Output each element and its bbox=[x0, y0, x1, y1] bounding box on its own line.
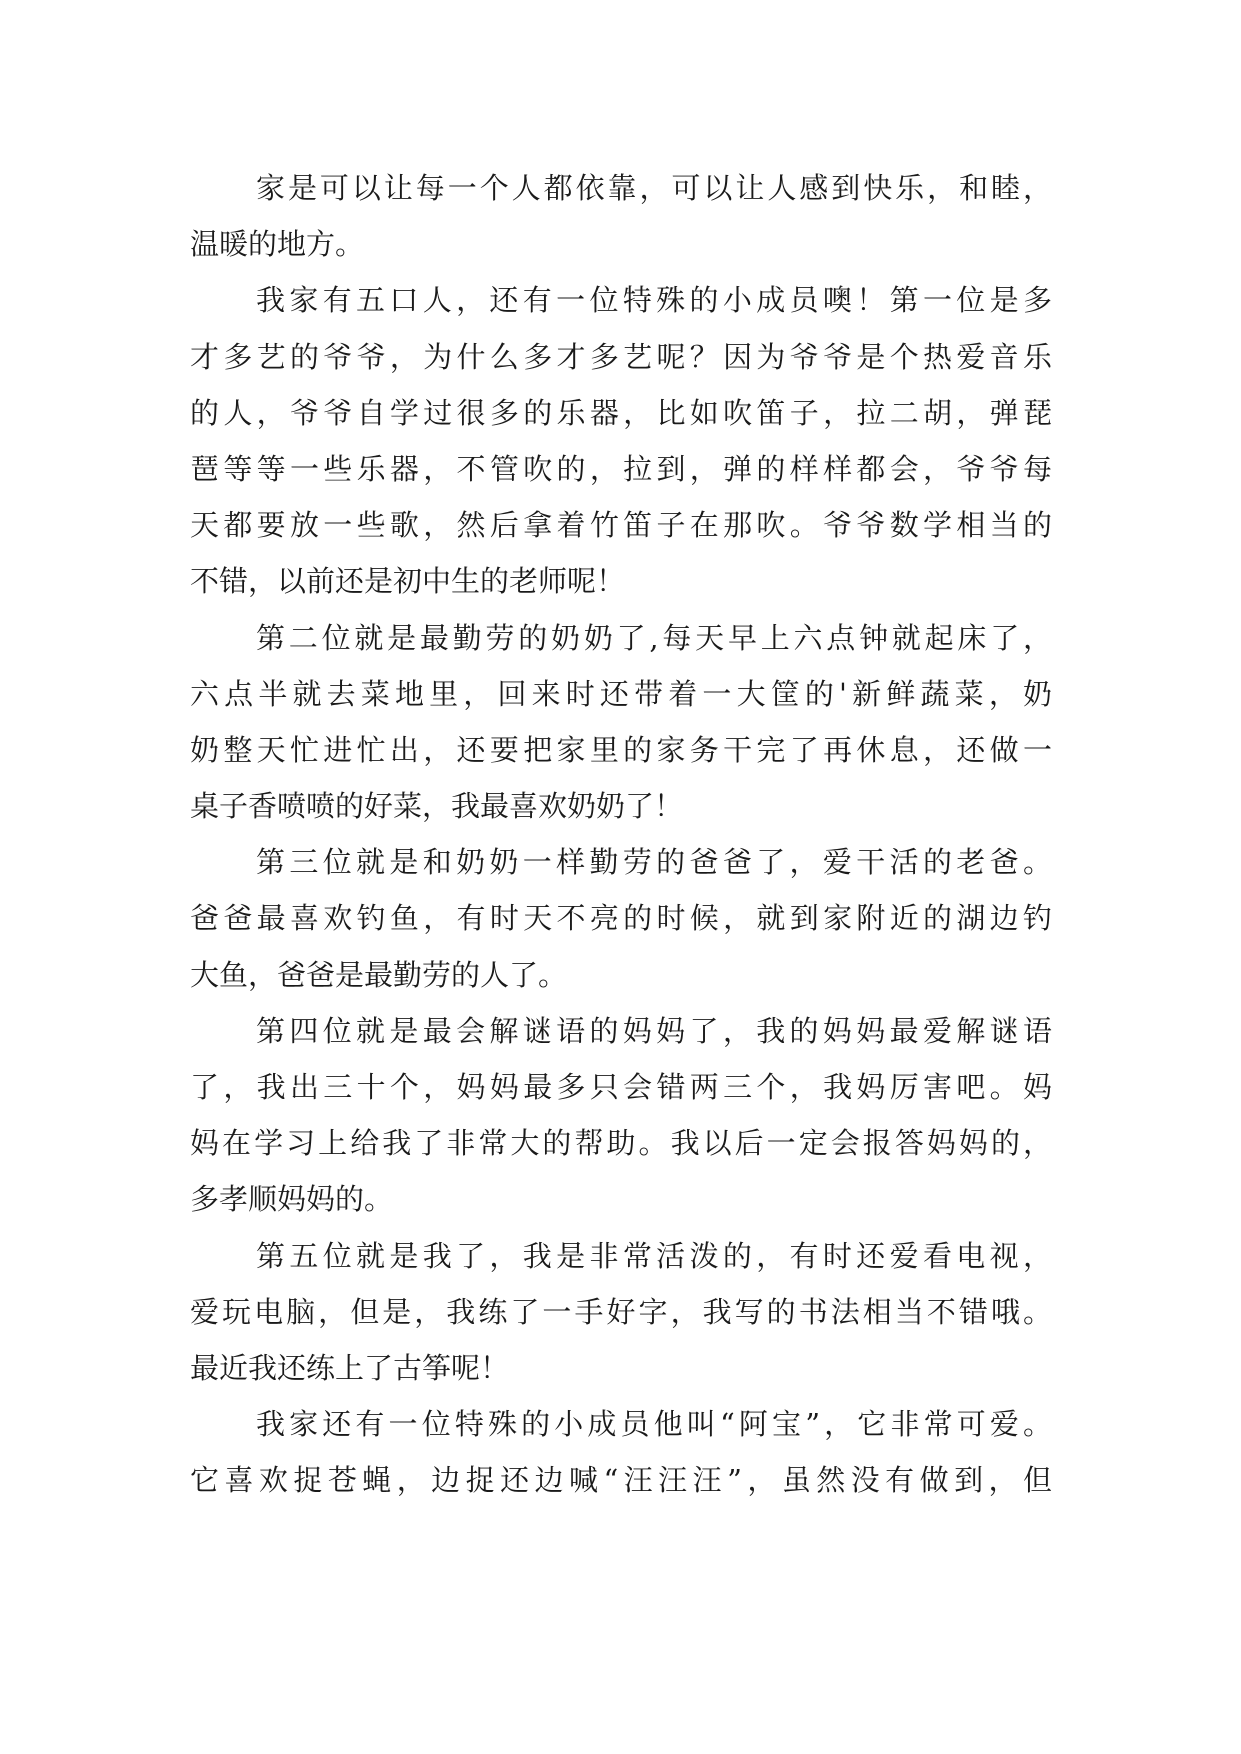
text-line: 我家还有一位特殊的小成员他叫“阿宝”，它非常可爱。 bbox=[256, 1407, 1052, 1442]
text-line: 我家有五口人，还有一位特殊的小成员噢！第一位是多 bbox=[256, 283, 1052, 318]
essay-body bbox=[190, 160, 1052, 1509]
text-line: 第四位就是最会解谜语的妈妈了，我的妈妈最爱解谜语 bbox=[256, 1013, 1052, 1048]
text-line: 了，我出三十个，妈妈最多只会错两三个，我妈厉害吧。妈 bbox=[190, 1070, 1052, 1104]
text-line: 大鱼，爸爸是最勤劳的人了。 bbox=[190, 957, 568, 992]
text-line: 奶整天忙进忙出，还要把家里的家务干完了再休息，还做一 bbox=[190, 732, 1052, 767]
text-line: 最近我还练上了古筝呢！ bbox=[190, 1350, 510, 1385]
text-line: 的人，爷爷自学过很多的乐器，比如吹笛子，拉二胡，弹琵 bbox=[190, 395, 1052, 430]
text-line: 第二位就是最勤劳的奶奶了,每天早上六点钟就起床了， bbox=[256, 620, 1052, 655]
text-line: 第三位就是和奶奶一样勤劳的爸爸了，爱干活的老爸。 bbox=[256, 845, 1052, 880]
text-line: 爱玩电脑，但是，我练了一手好字，我写的书法相当不错哦。 bbox=[190, 1294, 1052, 1329]
text-line: 桌子香喷喷的好菜，我最喜欢奶奶了！ bbox=[190, 789, 684, 824]
text-line: 妈在学习上给我了非常大的帮助。我以后一定会报答妈妈的， bbox=[190, 1126, 1052, 1161]
text-line: 家是可以让每一个人都依靠，可以让人感到快乐，和睦， bbox=[256, 171, 1052, 205]
text-line: 第五位就是我了，我是非常活泼的，有时还爱看电视， bbox=[256, 1238, 1052, 1273]
text-line: 温暖的地方。 bbox=[190, 227, 365, 262]
text-line: 才多艺的爷爷，为什么多才多艺呢？因为爷爷是个热爱音乐 bbox=[190, 339, 1052, 374]
text-line: 爸爸最喜欢钓鱼，有时天不亮的时候，就到家附近的湖边钓 bbox=[190, 901, 1052, 936]
text-line: 天都要放一些歌，然后拿着竹笛子在那吹。爷爷数学相当的 bbox=[190, 508, 1052, 543]
text-line: 琶等等一些乐器，不管吹的，拉到，弹的样样都会，爷爷每 bbox=[190, 451, 1052, 486]
text-line: 多孝顺妈妈的。 bbox=[190, 1182, 394, 1217]
text-line: 它喜欢捉苍蝇，边捉还边喊“汪汪汪”，虽然没有做到，但 bbox=[190, 1463, 1052, 1498]
text-line: 六点半就去菜地里，回来时还带着一大筐的'新鲜蔬菜，奶 bbox=[190, 676, 1052, 711]
text-line: 不错，以前还是初中生的老师呢！ bbox=[190, 564, 626, 599]
